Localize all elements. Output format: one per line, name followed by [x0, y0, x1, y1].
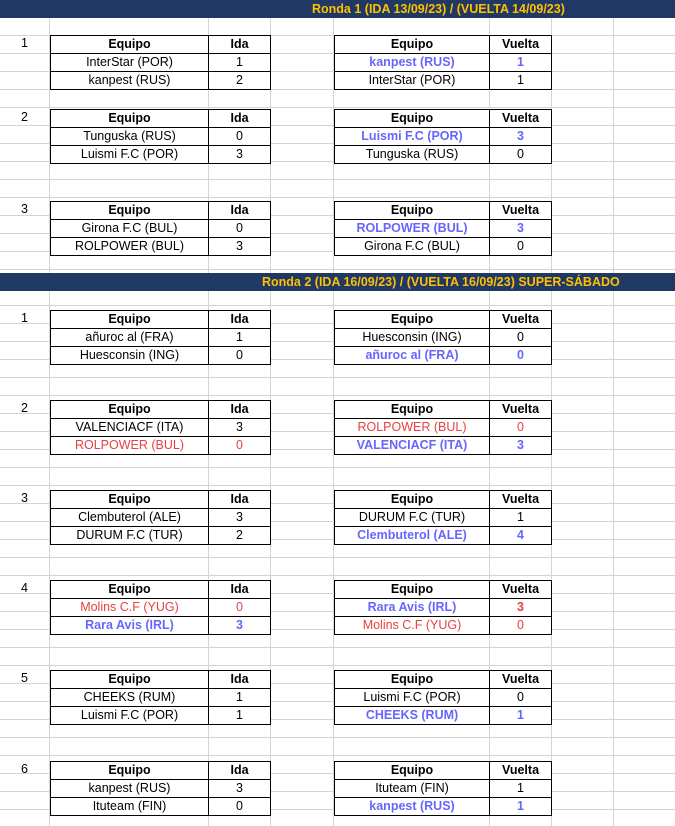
- team-cell: Tunguska (RUS): [51, 128, 209, 146]
- vuelta-header: Vuelta: [490, 36, 552, 54]
- score-cell: 1: [490, 707, 552, 725]
- team-header: Equipo: [51, 311, 209, 329]
- vuelta-table: [334, 670, 552, 725]
- team-cell: Tunguska (RUS): [335, 146, 490, 164]
- team-cell: Luismi F.C (POR): [51, 146, 209, 164]
- score-cell: 3: [209, 617, 271, 635]
- score-cell: 1: [209, 689, 271, 707]
- team-cell: DURUM F.C (TUR): [51, 527, 209, 545]
- ida-table: [50, 109, 271, 164]
- grid-row-line: [0, 179, 675, 180]
- team-cell: Ituteam (FIN): [51, 798, 209, 816]
- score-cell: 3: [209, 780, 271, 798]
- ida-header: Ida: [209, 401, 271, 419]
- ida-header: Ida: [209, 671, 271, 689]
- team-cell: ROLPOWER (BUL): [51, 238, 209, 256]
- score-cell: 3: [490, 128, 552, 146]
- vuelta-header: Vuelta: [490, 401, 552, 419]
- team-cell: Luismi F.C (POR): [335, 128, 490, 146]
- team-header: Equipo: [51, 581, 209, 599]
- team-cell: Molins C.F (YUG): [51, 599, 209, 617]
- team-cell: Girona F.C (BUL): [51, 220, 209, 238]
- score-cell: 0: [490, 347, 552, 365]
- grid-row-line: [0, 107, 675, 108]
- ida-table: [50, 761, 271, 816]
- grid-row-line: [0, 557, 675, 558]
- vuelta-header: Vuelta: [490, 311, 552, 329]
- team-header: Equipo: [51, 762, 209, 780]
- team-cell: Rara Avis (IRL): [335, 599, 490, 617]
- match-number: 2: [21, 110, 28, 124]
- team-cell: CHEEKS (RUM): [51, 689, 209, 707]
- round-1-title: Ronda 1 (IDA 13/09/23) / (VUELTA 14/09/23): [312, 2, 565, 16]
- ida-table: [50, 580, 271, 635]
- ida-header: Ida: [209, 36, 271, 54]
- team-header: Equipo: [335, 202, 490, 220]
- team-cell: CHEEKS (RUM): [335, 707, 490, 725]
- score-cell: 4: [490, 527, 552, 545]
- team-cell: kanpest (RUS): [335, 798, 490, 816]
- ida-table: [50, 35, 271, 90]
- vuelta-table: [334, 580, 552, 635]
- ida-table: [50, 201, 271, 256]
- score-cell: 0: [209, 220, 271, 238]
- ida-table: [50, 670, 271, 725]
- team-cell: Clembuterol (ALE): [51, 509, 209, 527]
- vuelta-header: Vuelta: [490, 202, 552, 220]
- vuelta-table: [334, 490, 552, 545]
- vuelta-table: [334, 201, 552, 256]
- score-cell: 0: [209, 599, 271, 617]
- score-cell: 0: [490, 419, 552, 437]
- score-cell: 1: [209, 54, 271, 72]
- team-header: Equipo: [51, 36, 209, 54]
- grid-row-line: [0, 485, 675, 486]
- round-1-banner: [0, 0, 675, 18]
- vuelta-header: Vuelta: [490, 581, 552, 599]
- team-cell: InterStar (POR): [51, 54, 209, 72]
- ida-header: Ida: [209, 311, 271, 329]
- team-cell: ROLPOWER (BUL): [335, 419, 490, 437]
- match-number: 1: [21, 311, 28, 325]
- grid-row-line: [0, 665, 675, 666]
- ida-header: Ida: [209, 762, 271, 780]
- team-cell: VALENCIACF (ITA): [51, 419, 209, 437]
- match-number: 5: [21, 671, 28, 685]
- grid-row-line: [0, 305, 675, 306]
- team-header: Equipo: [51, 202, 209, 220]
- vuelta-table: [334, 109, 552, 164]
- team-cell: añuroc al (FRA): [335, 347, 490, 365]
- team-header: Equipo: [335, 110, 490, 128]
- score-cell: 1: [209, 329, 271, 347]
- score-cell: 3: [209, 146, 271, 164]
- team-cell: Luismi F.C (POR): [51, 707, 209, 725]
- team-cell: InterStar (POR): [335, 72, 490, 90]
- team-header: Equipo: [51, 491, 209, 509]
- score-cell: 1: [490, 54, 552, 72]
- team-cell: VALENCIACF (ITA): [335, 437, 490, 455]
- vuelta-header: Vuelta: [490, 491, 552, 509]
- score-cell: 0: [209, 128, 271, 146]
- ida-table: [50, 400, 271, 455]
- team-header: Equipo: [335, 491, 490, 509]
- score-cell: 0: [209, 437, 271, 455]
- score-cell: 3: [490, 437, 552, 455]
- team-cell: ROLPOWER (BUL): [51, 437, 209, 455]
- team-header: Equipo: [335, 671, 490, 689]
- score-cell: 2: [209, 72, 271, 90]
- score-cell: 0: [490, 617, 552, 635]
- grid-row-line: [0, 647, 675, 648]
- grid-row-line: [0, 269, 675, 270]
- ida-header: Ida: [209, 202, 271, 220]
- team-cell: Clembuterol (ALE): [335, 527, 490, 545]
- ida-table: [50, 490, 271, 545]
- team-cell: ROLPOWER (BUL): [335, 220, 490, 238]
- team-header: Equipo: [335, 311, 490, 329]
- match-number: 3: [21, 491, 28, 505]
- grid-row-line: [0, 395, 675, 396]
- grid-row-line: [0, 755, 675, 756]
- score-cell: 2: [209, 527, 271, 545]
- team-header: Equipo: [51, 401, 209, 419]
- ida-header: Ida: [209, 581, 271, 599]
- team-cell: añuroc al (FRA): [51, 329, 209, 347]
- grid-row-line: [0, 467, 675, 468]
- team-header: Equipo: [335, 581, 490, 599]
- score-cell: 1: [490, 509, 552, 527]
- vuelta-table: [334, 761, 552, 816]
- team-header: Equipo: [51, 110, 209, 128]
- team-cell: Rara Avis (IRL): [51, 617, 209, 635]
- round-2-title: Ronda 2 (IDA 16/09/23) / (VUELTA 16/09/23) SUPER-SÁBADO: [262, 275, 620, 289]
- team-cell: kanpest (RUS): [51, 780, 209, 798]
- team-cell: Girona F.C (BUL): [335, 238, 490, 256]
- vuelta-header: Vuelta: [490, 671, 552, 689]
- score-cell: 1: [490, 72, 552, 90]
- vuelta-header: Vuelta: [490, 110, 552, 128]
- team-cell: kanpest (RUS): [335, 54, 490, 72]
- vuelta-table: [334, 310, 552, 365]
- vuelta-table: [334, 400, 552, 455]
- vuelta-header: Vuelta: [490, 762, 552, 780]
- ida-table: [50, 310, 271, 365]
- match-number: 6: [21, 762, 28, 776]
- team-cell: Huesconsin (ING): [335, 329, 490, 347]
- vuelta-table: [334, 35, 552, 90]
- team-cell: DURUM F.C (TUR): [335, 509, 490, 527]
- score-cell: 0: [490, 329, 552, 347]
- score-cell: 1: [490, 780, 552, 798]
- team-cell: Molins C.F (YUG): [335, 617, 490, 635]
- score-cell: 3: [490, 220, 552, 238]
- ida-header: Ida: [209, 110, 271, 128]
- score-cell: 1: [209, 707, 271, 725]
- team-header: Equipo: [335, 36, 490, 54]
- score-cell: 0: [209, 347, 271, 365]
- round-2-banner: [0, 273, 675, 291]
- team-header: Equipo: [335, 401, 490, 419]
- score-cell: 3: [209, 419, 271, 437]
- score-cell: 3: [490, 599, 552, 617]
- team-header: Equipo: [51, 671, 209, 689]
- team-cell: kanpest (RUS): [51, 72, 209, 90]
- grid-row-line: [0, 575, 675, 576]
- team-cell: Ituteam (FIN): [335, 780, 490, 798]
- match-number: 3: [21, 202, 28, 216]
- score-cell: 3: [209, 509, 271, 527]
- score-cell: 0: [209, 798, 271, 816]
- score-cell: 0: [490, 238, 552, 256]
- match-number: 2: [21, 401, 28, 415]
- grid-row-line: [0, 197, 675, 198]
- ida-header: Ida: [209, 491, 271, 509]
- match-number: 1: [21, 36, 28, 50]
- team-cell: Luismi F.C (POR): [335, 689, 490, 707]
- grid-row-line: [0, 737, 675, 738]
- score-cell: 1: [490, 798, 552, 816]
- match-number: 4: [21, 581, 28, 595]
- team-header: Equipo: [335, 762, 490, 780]
- score-cell: 0: [490, 689, 552, 707]
- score-cell: 3: [209, 238, 271, 256]
- team-cell: Huesconsin (ING): [51, 347, 209, 365]
- grid-row-line: [0, 377, 675, 378]
- score-cell: 0: [490, 146, 552, 164]
